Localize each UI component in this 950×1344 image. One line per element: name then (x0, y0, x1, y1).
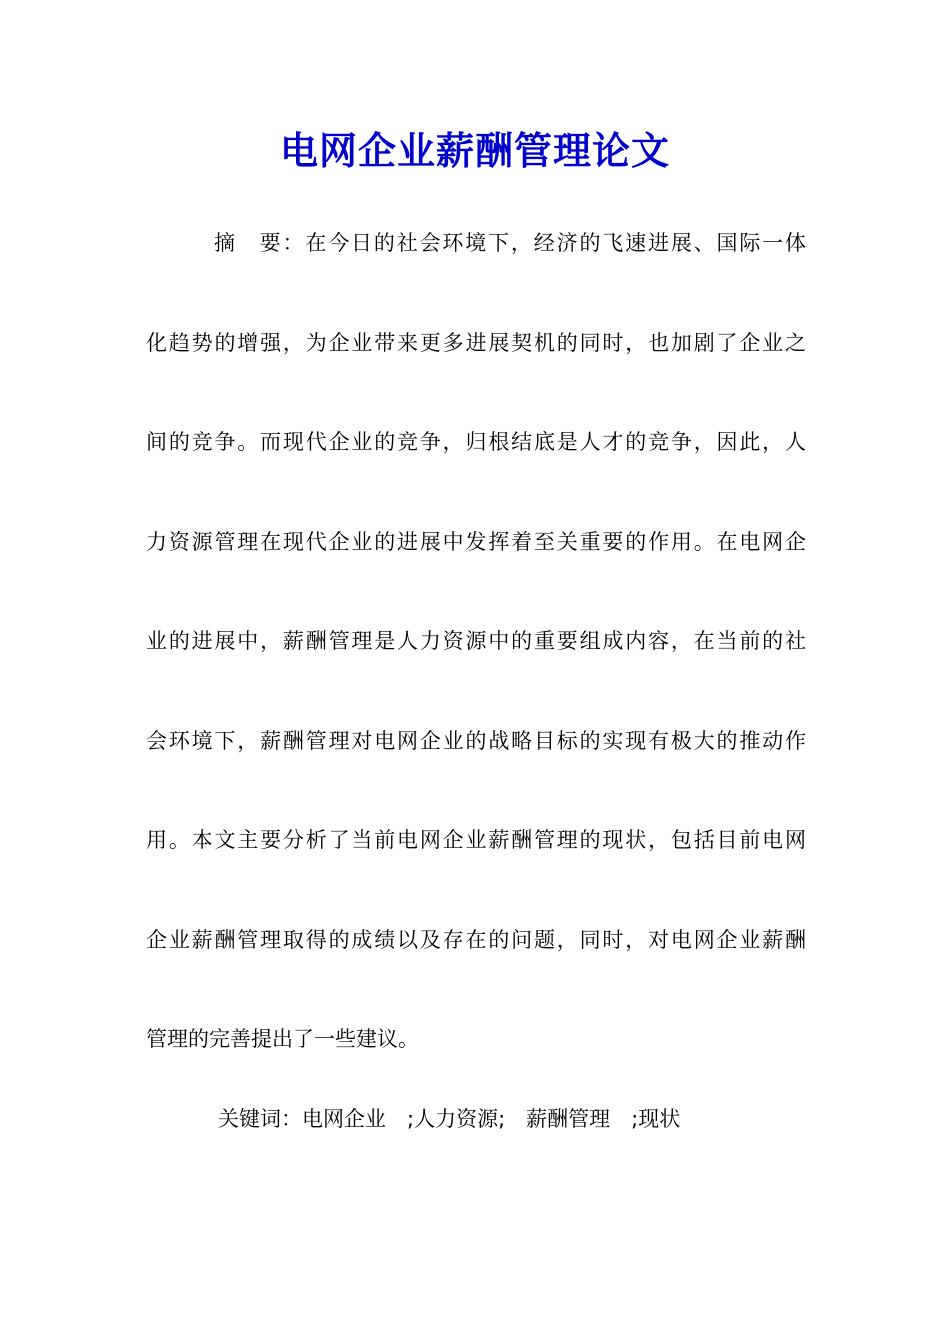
abstract-line: 业的进展中，薪酬管理是人力资源中的重要组成内容，在当前的社 (146, 629, 806, 653)
abstract-line: 化趋势的增强，为企业带来更多进展契机的同时，也加剧了企业之 (146, 330, 806, 355)
document-title: 电网企业薪酬管理论文 (279, 129, 670, 173)
abstract-line: 企业薪酬管理取得的成绩以及存在的问题，同时，对电网企业薪酬 (146, 927, 806, 952)
abstract-line: 力资源管理在现代企业的进展中发挥着至关重要的作用。在电网企 (146, 529, 806, 554)
abstract-line (146, 224, 806, 324)
keywords-text: 电网企业 ;人力资源; 薪酬管理 ;现状 (302, 1107, 681, 1131)
keywords-label: 关键词： (218, 1107, 302, 1131)
abstract-label: 摘 要： (214, 231, 306, 255)
abstract-line: 用。本文主要分析了当前电网企业薪酬管理的现状，包括目前电网 (146, 828, 806, 852)
abstract-section (146, 224, 806, 1120)
abstract-line: 会环境下，薪酬管理对电网企业的战略目标的实现有极大的推动作 (146, 728, 806, 753)
abstract-line: 间的竞争。而现代企业的竞争，归根结底是人才的竞争，因此，人 (146, 430, 806, 454)
abstract-line: 管理的完善提出了一些建议。 (146, 1027, 419, 1051)
abstract-line-text: 在今日的社会环境下，经济的飞速进展、国际一体 (305, 231, 807, 255)
keywords-line (218, 1100, 680, 1138)
